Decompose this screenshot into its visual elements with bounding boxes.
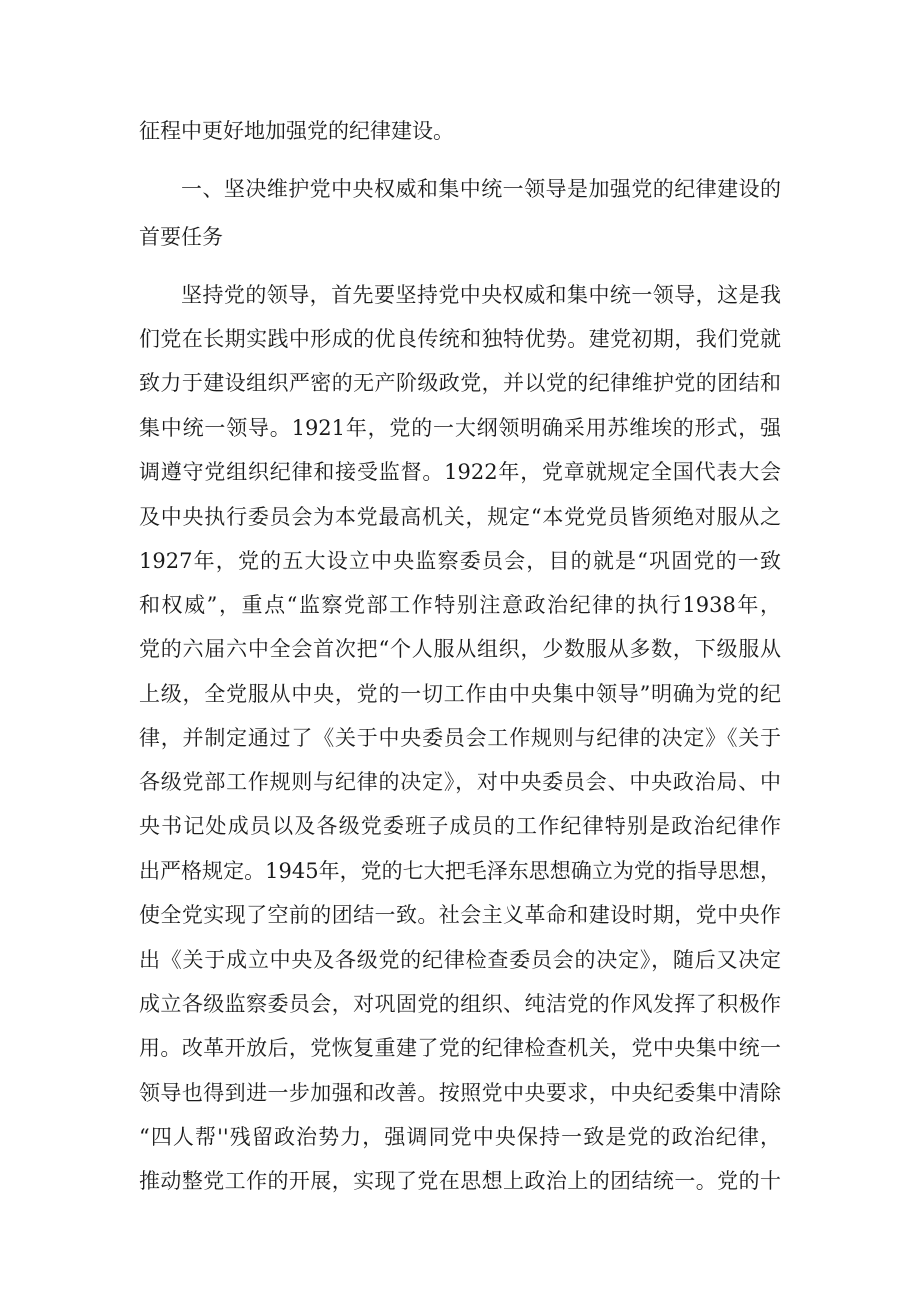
text-line: 征程中更好地加强党的纪律建设。 [139,119,454,143]
text-line: 出严格规定。1945年，党的七大把毛泽东思想确立为党的指导思想， [139,859,781,883]
text-line: 成立各级监察委员会，对巩固党的组织、纯洁党的作风发挥了积极作 [139,992,781,1016]
text-line: 1927年，党的五大设立中央监察委员会，目的就是“巩固党的一致 [139,549,781,573]
text-line: 集中统一领导。1921年，党的一大纲领明确采用苏维埃的形式，强 [139,416,781,440]
text-line: 调遵守党组织纪律和接受监督。1922年，党章就规定全国代表大会 [139,460,781,484]
text-line: “四人帮''残留政治势力，强调同党中央保持一致是党的政治纪律， [139,1125,781,1149]
text-line: 央书记处成员以及各级党委班子成员的工作纪律特别是政治纪律作 [139,814,781,838]
text-line: 和权威”，重点“监察党部工作特别注意政治纪律的执行1938年， [139,593,781,617]
section-heading-continuation: 首要任务 [139,225,223,249]
text-line: 律，并制定通过了《关于中央委员会工作规则与纪律的决定》《关于 [139,726,781,750]
text-line: 用。改革开放后，党恢复重建了党的纪律检查机关，党中央集中统一 [139,1036,781,1060]
text-line: 使全党实现了空前的团结一致。社会主义革命和建设时期，党中央作 [139,903,781,927]
text-line: 各级党部工作规则与纪律的决定》，对中央委员会、中央政治局、中 [139,770,781,794]
text-line: 推动整党工作的开展，实现了党在思想上政治上的团结统一。党的十 [139,1169,781,1193]
paragraph-first-line: 坚持党的领导，首先要坚持党中央权威和集中统一领导，这是我 [181,283,781,307]
text-line: 出《关于成立中央及各级党的纪律检查委员会的决定》，随后又决定 [139,948,781,972]
section-heading: 一、坚决维护党中央权威和集中统一领导是加强党的纪律建设的 [181,177,781,201]
text-line: 致力于建设组织严密的无产阶级政党，并以党的纪律维护党的团结和 [139,371,781,395]
text-line: 党的六届六中全会首次把“个人服从组织，少数服从多数，下级服从 [139,637,781,661]
text-line: 领导也得到进一步加强和改善。按照党中央要求，中央纪委集中清除 [139,1081,781,1105]
text-line: 上级，全党服从中央，党的一切工作由中央集中领导”明确为党的纪 [139,682,781,706]
text-line: 们党在长期实践中形成的优良传统和独特优势。建党初期，我们党就 [139,327,781,351]
text-line: 及中央执行委员会为本党最高机关，规定“本党党员皆须绝对服从之 [139,505,781,529]
